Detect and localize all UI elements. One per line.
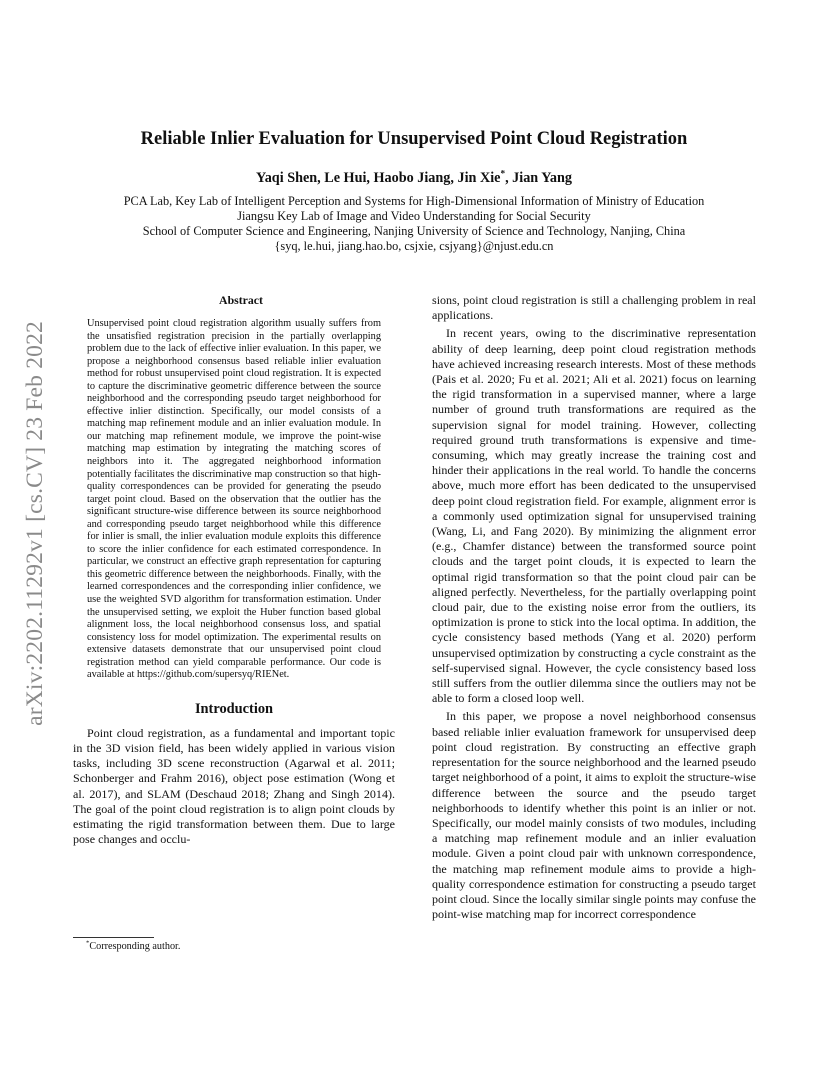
author-list	[0, 170, 828, 187]
affiliation-line: PCA Lab, Key Lab of Intelligent Perception and Systems for High-Dimensional Information of Ministry of Education	[123, 194, 705, 208]
footnote-divider	[73, 937, 154, 938]
footnote	[86, 941, 180, 952]
affiliations	[0, 194, 828, 254]
intro-paragraph-3: In this paper, we propose a novel neighborhood consensus based reliable inlier evaluation framework for unsupervised deep point cloud registration. By constructing an effective graph representation for the source neighborhood and the learned pseudo target neighborhood of a point, it aims to exploit the structure-wise difference between the source and the pseudo target neighborhoods to identify whether this point is an inlier or not. Specifically, our model mainly consists of two modules, including a matching map refinement module and an inlier evaluation module. Given a point cloud pair with unknown correspondence, the matching map refinement module aims to provide a high-quality correspondence estimation for constructing a pseudo target point cloud. Since the locally similar single points may confuse the point-wise matching map for incorrect correspondence	[432, 709, 756, 922]
arxiv-identifier-sidebar	[19, 285, 51, 761]
right-column	[432, 293, 756, 922]
author-names: Yaqi Shen, Le Hui, Haobo Jiang, Jin Xie	[256, 170, 501, 186]
intro-paragraph-1: Point cloud registration, as a fundamental and important topic in the 3D vision field, has been widely applied in various vision tasks, including 3D scene reconstruction (Agarwal et al. 2011; Schonberger and Frahm 2016), object pose estimation (Wong et al. 2017), and SLAM (Deschaud 2018; Zhang and Singh 2014). The goal of the point cloud registration is to align point clouds by estimating the rigid transformation between them. Due to large pose changes and occlu-	[73, 725, 395, 847]
intro-paragraph-2: In recent years, owing to the discriminative representation ability of deep learning, deep point cloud registration methods have achieved increasing research interests. Most of these methods (Pais et al. 2020; Fu et al. 2021; Ali et al. 2021) focus on learning the rigid transformation in a supervised manner, where a large number of ground truth transformations are required as the supervision signal for model training. However, collecting required ground truth transformations is expensive and time-consuming, which may greatly increase the training cost and hinder their applications in the real world. To handle the concerns above, much more effort has been dedicated to the unsupervised deep point cloud registration field. For example, alignment error is a commonly used optimization signal for unsupervised training (Wang, Li, and Fang 2020). By minimizing the alignment error (e.g., Chamfer distance) between the transformed source point clouds and the target point clouds, it is expected to learn the optimal rigid transformation so that the point cloud pair can be aligned perfectly. Nevertheless, for the partially overlapping point cloud pair, due to the existing noise error from the outliers, its optimization is prone to stick into the local optima. In addition, the cycle consistency based methods (Yang et al. 2020) perform unsupervised optimization by constructing a cycle constraint as the self-supervised signal. However, the cycle consistency based loss still suffers from the outlier dilemma since the outliers may not be able to form a closed loop well.	[432, 326, 756, 706]
author-names-tail: , Jian Yang	[505, 170, 572, 186]
arxiv-identifier-text: arXiv:2202.11292v1 [cs.CV] 23 Feb 2022	[21, 320, 48, 726]
affiliation-line: School of Computer Science and Engineering, Nanjing University of Science and Technology, Nanjing, China	[142, 224, 686, 239]
abstract-heading: Abstract	[219, 293, 263, 307]
intro-paragraph-1-continued: sions, point cloud registration is still a challenging problem in real applications.	[432, 293, 756, 323]
abstract-body: Unsupervised point cloud registration algorithm usually suffers from the unsatisfied registration precision in the partially overlapping problem due to the lack of effective inlier evaluation. In this paper, we propose a neighborhood consensus based reliable inlier evaluation method for robust unsupervised point cloud registration. It is expected to capture the discriminative geometric difference between the source neighborhood and the corresponding pseudo target neighborhood for effective inlier distinction. Specifically, our model consists of a matching map refinement module and an inlier evaluation module. In our matching map refinement module, we improve the point-wise matching map estimation by integrating the matching scores of neighbors into it. The aggregated neighborhood information potentially facilitates the discriminative map construction so that high-quality correspondences can be provided for generating the pseudo target point cloud. Based on the observation that the outlier has the significant structure-wise difference between its source neighborhood and corresponding pseudo target neighborhood while this difference for inlier is small, the inlier evaluation module exploits this difference to score the inlier confidence for each estimated correspondence. In particular, we construct an effective graph representation for capturing this geometric difference between the neighborhoods. Finally, with the learned correspondences and the corresponding inlier confidence, we use the weighted SVD algorithm for transformation estimation. Under the unsupervised setting, we exploit the Huber function based global alignment loss, the local neighborhood consensus loss, and spatial consistency loss for model optimization. The experimental results on extensive datasets demonstrate that our unsupervised point cloud registration method can yield comparable performance. Our code is available at https://github.com/supersyq/RIENet.	[87, 318, 381, 681]
footnote-mark: *	[86, 939, 90, 947]
paper-title: Reliable Inlier Evaluation for Unsupervised Point Cloud Registration	[140, 129, 688, 149]
left-column	[73, 293, 395, 847]
affiliation-line: Jiangsu Key Lab of Image and Video Understanding for Social Security	[237, 209, 591, 224]
footnote-text: Corresponding author.	[89, 941, 181, 952]
author-emails: {syq, le.hui, jiang.hao.bo, csjxie, csjyang}@njust.edu.cn	[274, 239, 554, 254]
introduction-heading: Introduction	[194, 700, 274, 717]
corresponding-author-mark: *	[500, 168, 506, 179]
